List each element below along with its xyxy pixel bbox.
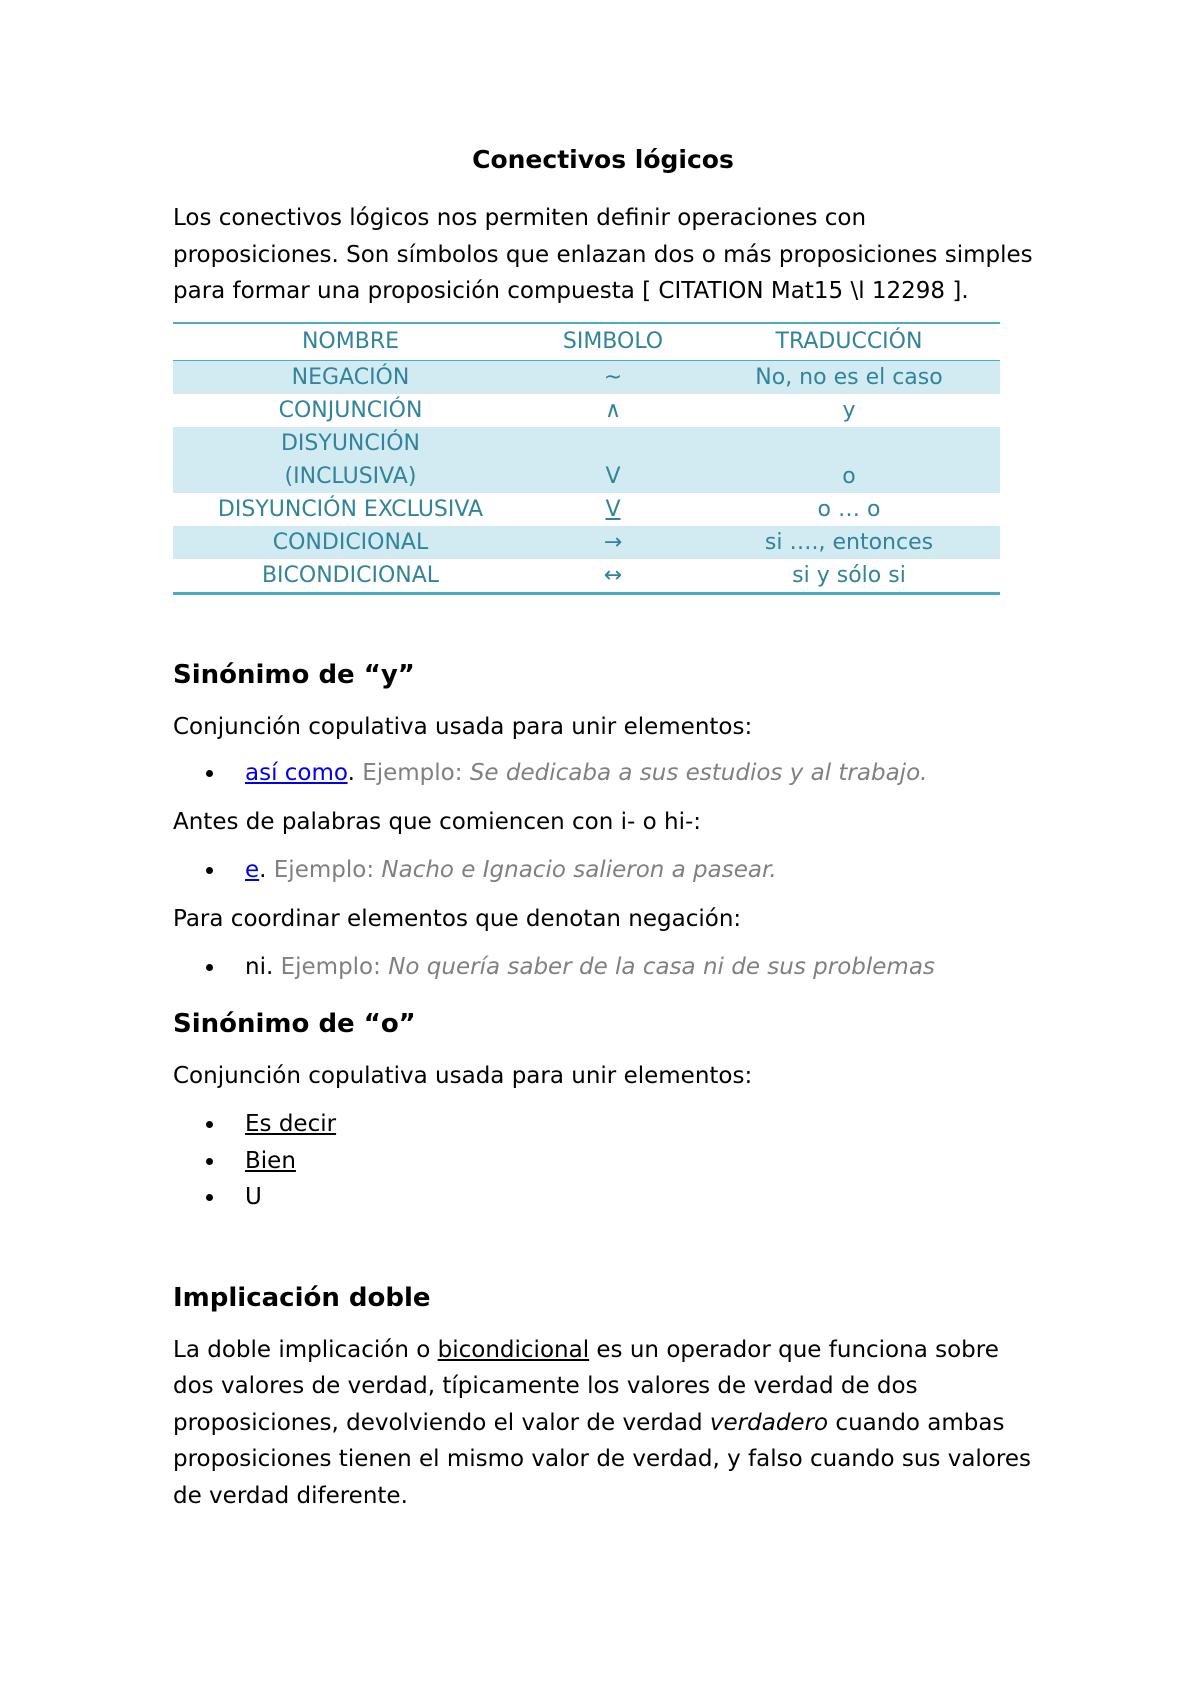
impl-text-a: La doble implicación o [173,1336,438,1363]
bullet-list-y1 [173,755,1033,792]
table-row [173,493,1000,526]
list-item [173,852,1033,889]
item-bien: Bien [245,1147,296,1174]
cell-symbol: ~ [528,360,698,394]
example-label: Ejemplo: [354,760,470,786]
list-item [173,1106,1033,1143]
cell-name-line1: DISYUNCIÓN [280,430,420,456]
document-page [173,140,1033,1514]
cell-translation: y [842,397,856,423]
connectives-table [173,322,1000,595]
cell-translation: si …., entonces [698,526,1000,559]
bullet-icon [206,964,213,971]
term-link-asi-como[interactable]: así como [245,760,348,786]
bullet-icon [206,867,213,874]
cell-symbol: ∧ [604,397,622,423]
section-heading-implication: Implicación doble [173,1282,431,1313]
table-row [173,559,1000,594]
table-row [173,526,1000,559]
cell-name-line2: (INCLUSIVA) [284,463,417,489]
cell-translation: o … o [817,496,881,522]
header-name: NOMBRE [173,323,528,361]
cell-translation: si y sólo si [792,562,906,588]
bullet-list-o [173,1106,1033,1216]
bullet-icon [206,1158,213,1165]
page-title: Conectivos lógicos [472,145,734,174]
example-text: Nacho e Ignacio salieron a pasear. [381,857,777,883]
bullet-icon [206,770,213,777]
cell-symbol-underlined: V [605,496,621,522]
section-y-intro: Conjunción copulativa usada para unir elementos: [173,713,753,740]
item-es-decir: Es decir [245,1111,337,1137]
section-heading-y: Sinónimo de “y” [173,659,415,690]
item-u: U [245,1184,262,1210]
table-row [173,427,1000,493]
impl-link-bicondicional: bicondicional [437,1336,590,1363]
list-item [173,949,1033,986]
intro-paragraph: Los conectivos lógicos nos permiten definir operaciones con proposiciones. Son símbolos que enlazan dos o más proposiciones simples para formar una proposición compuesta [ CITATION Mat15 \l 12298 ]. [173,205,1033,304]
bullet-list-y2 [173,852,1033,889]
list-item [173,1179,1033,1216]
table-row [173,360,1000,394]
bullet-icon [206,1194,213,1201]
section-y-note-2: Antes de palabras que comiencen con i- o hi-: [173,808,702,835]
cell-name: CONDICIONAL [173,526,528,559]
cell-name: CONJUNCIÓN [278,397,423,423]
cell-translation: No, no es el caso [698,360,1000,394]
section-heading-o: Sinónimo de “o” [173,1008,416,1039]
cell-name: DISYUNCIÓN EXCLUSIVA [217,496,484,522]
list-item [173,755,1033,792]
example-label: Ejemplo: [273,954,389,980]
cell-symbol: → [528,526,698,559]
list-item [173,1143,1033,1180]
cell-symbol: V [528,427,698,493]
term-sep: . [347,760,355,786]
table-header-row [173,323,1000,361]
impl-text-b: es un operador que funciona sobre dos valores de verdad, típicamente los valores de verdad de dos proposiciones, devolviendo el valor de verdad [173,1336,999,1436]
example-text: No quería saber de la casa ni de sus problemas [388,954,935,980]
bullet-icon [206,1121,213,1128]
term-sep: . [259,857,267,883]
term-ni: ni. [245,954,274,980]
term-link-e[interactable]: e [245,857,260,883]
header-symbol: SIMBOLO [528,323,698,361]
cell-translation: o [698,427,1000,493]
section-o-intro: Conjunción copulativa usada para unir elementos: [173,1062,753,1089]
table-row [173,394,1000,427]
cell-name: BICONDICIONAL [261,562,440,588]
example-text: Se dedicaba a sus estudios y al trabajo. [469,760,928,786]
implication-paragraph [173,1332,1033,1515]
cell-name [173,427,528,493]
header-translation: TRADUCCIÓN [698,323,1000,361]
impl-text-c: cuando ambas proposiciones tienen el mismo valor de verdad, y falso cuando sus valores de verdad diferente. [173,1409,1031,1509]
example-label: Ejemplo: [266,857,382,883]
section-y-note-3: Para coordinar elementos que denotan negación: [173,905,742,932]
cell-symbol: ↔ [603,562,623,588]
impl-emphasis: verdadero [709,1409,829,1436]
bullet-list-y3 [173,949,1033,986]
cell-name: NEGACIÓN [173,360,528,394]
cell-symbol [528,493,698,526]
